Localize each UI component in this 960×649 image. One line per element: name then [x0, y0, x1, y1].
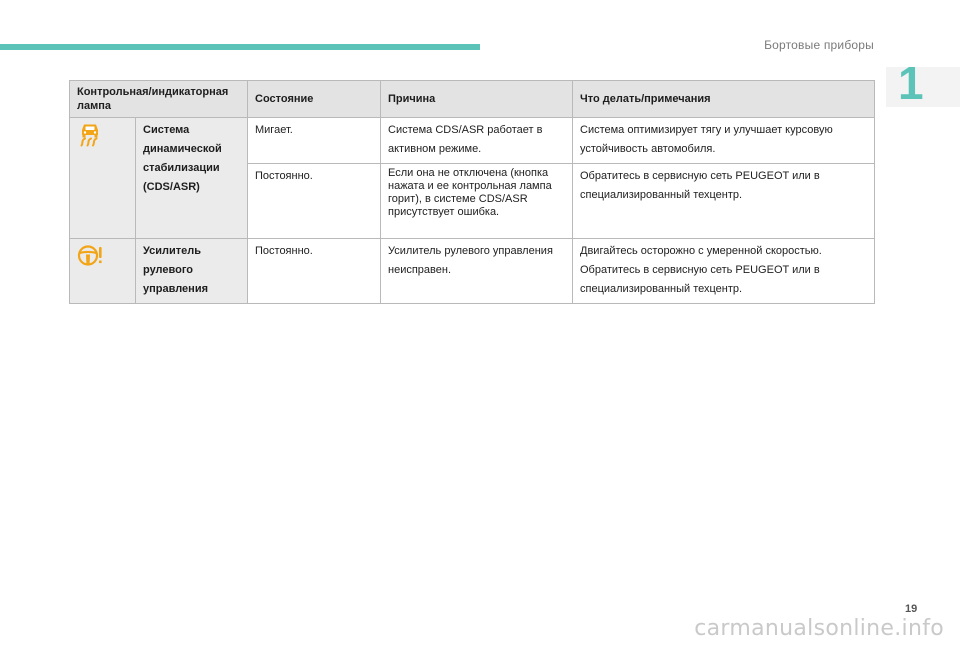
- action-cell: Обратитесь в сервисную сеть PEUGEOT или в специализированный техцентр.: [573, 164, 875, 239]
- table-row: [70, 239, 875, 304]
- table-header-row: [70, 81, 875, 118]
- cause-cell: Система CDS/ASR работает в активном режиме.: [381, 118, 573, 164]
- page-number: 19: [905, 603, 918, 615]
- state-cell: Постоянно.: [248, 239, 381, 304]
- lamp-name-cds-asr: Система динамической стабилизации (CDS/ASR): [136, 118, 248, 239]
- lamp-name-power-steering: Усилитель рулевого управления: [136, 239, 248, 304]
- column-header-lamp: Контрольная/индикаторная лампа: [70, 81, 248, 118]
- power-steering-warning-icon: [77, 242, 103, 268]
- lamp-icon-cell: [70, 239, 136, 304]
- state-cell: Мигает.: [248, 118, 381, 164]
- column-header-cause: Причина: [381, 81, 573, 118]
- column-header-state: Состояние: [248, 81, 381, 118]
- lamp-icon-cell: [70, 118, 136, 239]
- cause-cell: Если она не отключена (кнопка нажата и ее контрольная лампа горит), в системе CDS/ASR присутствует ошибка.: [381, 164, 573, 239]
- table-row: [70, 118, 875, 164]
- section-title: Бортовые приборы: [764, 38, 874, 52]
- action-cell: Система оптимизирует тягу и улучшает курсовую устойчивость автомобиля.: [573, 118, 875, 164]
- state-cell: Постоянно.: [248, 164, 381, 239]
- cause-cell: Усилитель рулевого управления неисправен.: [381, 239, 573, 304]
- chapter-number: 1: [898, 57, 924, 109]
- warning-lamps-table: [69, 80, 875, 304]
- column-header-action: Что делать/примечания: [573, 81, 875, 118]
- watermark: carmanualsonline.info: [694, 616, 944, 641]
- stability-control-icon: [77, 121, 103, 147]
- header-accent-bar: [0, 44, 480, 50]
- action-cell: Двигайтесь осторожно с умеренной скоростью. Обратитесь в сервисную сеть PEUGEOT или в специализированный техцентр.: [573, 239, 875, 304]
